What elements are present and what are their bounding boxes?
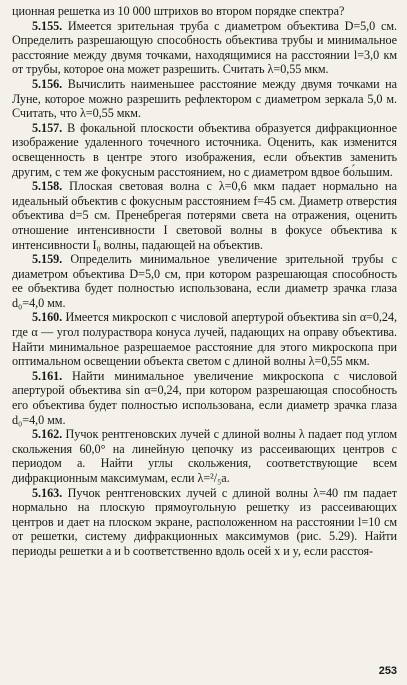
problem-number: 5.161. — [32, 368, 63, 383]
problem-5-159 — [12, 252, 397, 310]
problem-text: Имеется микроскоп с числовой апертурой объектива sin α=0,24, где α — угол полураствора конуса лучей, падающих на оправу объектива. Найти минимальное разрешаемое расстояние для этого микроскопа при оптимальном освещении объекта светом с длиной волны λ=0,55 мкм. — [12, 310, 397, 369]
problem-5-158 — [12, 179, 397, 252]
problem-5-160 — [12, 310, 397, 368]
problem-text: Определить минимальное увеличение зрительной трубы с диаметром объектива D=5,0 см, при котором разрешающая способность ее объектива будет полностью использована, если диаметр зрачка глаза d₀=4,0 мм. — [12, 252, 397, 310]
problem-5-163 — [12, 486, 397, 559]
problem-5-155 — [12, 19, 397, 77]
problem-number: 5.160. — [32, 310, 63, 325]
problem-text: Плоская световая волна с λ=0,6 мкм падает нормально на идеальный объектив с фокусным расстоянием f=45 см. Диаметр отверстия объектива d=5 см. Пренебрегая потерями света на отражения, оценить отношение интенсивности I световой волны в фокусе объектива к интенсивности I₀ волны, падающей на объектив. — [12, 179, 398, 252]
problem-text: Пучок рентгеновских лучей с длиной волны λ=40 пм падает нормально на плоскую прямоугольную решетку из рассеивающих центров и дает на плоском экране, расположенном на расстоянии l=10 см от решетки, систему дифракционных максимумов (рис. 5.29). Найти периоды решетки a и b соответственно вдоль осей x и y, если расстоя- — [12, 485, 398, 558]
problem-number: 5.157. — [32, 120, 63, 135]
problem-5-162 — [12, 427, 397, 485]
problem-5-161 — [12, 369, 397, 427]
problem-5-156 — [12, 77, 397, 121]
problem-text: Вычислить наименьшее расстояние между двумя точками на Луне, которое можно разрешить рефлектором с диаметром зеркала 5,0 м. Считать, что λ=0,55 мкм. — [12, 76, 398, 121]
problem-text: Найти минимальное увеличение микроскопа с числовой апертурой объектива sin α=0,24, при котором разрешающая способность его объектива будет полностью использована, если диаметр зрачка глаза d₀=4,0 мм. — [12, 368, 397, 427]
problem-text: В фокальной плоскости объектива образуется дифракционное изображение удаленного точечного источника. Оценить, как изменится освещенность в центре этого изображения, если объектив заменить другим, с тем же фокусным расстоянием, но с диаметром вдвое бо́льшим. — [12, 120, 397, 179]
problem-number: 5.159. — [32, 252, 63, 267]
problem-number: 5.162. — [32, 427, 63, 442]
problem-5-157 — [12, 121, 397, 179]
problem-number: 5.163. — [32, 485, 63, 500]
continuation-text: ционная решетка из 10 000 штрихов во втором порядке спектра? — [12, 4, 345, 18]
problem-number: 5.158. — [32, 179, 63, 194]
problem-number: 5.155. — [32, 18, 63, 33]
page-number: 253 — [378, 665, 397, 678]
problem-text: Имеется зрительная труба с диаметром объектива D=5,0 см. Определить разрешающую способность объектива трубы и минимальное расстояние между двумя точками, находящимися на расстоянии l=3,0 км от трубы, которое она может разрешить. Считать λ=0,55 мкм. — [12, 18, 397, 77]
problem-number: 5.156. — [32, 76, 63, 91]
problem-text: Пучок рентгеновских лучей с длиной волны λ падает под углом скольжения 60,0° на линейную цепочку из рассеивающих центров с периодом a. Найти углы скольжения, соответствующие всем дифракционным максимумам, если λ=²/₅a. — [12, 427, 398, 485]
